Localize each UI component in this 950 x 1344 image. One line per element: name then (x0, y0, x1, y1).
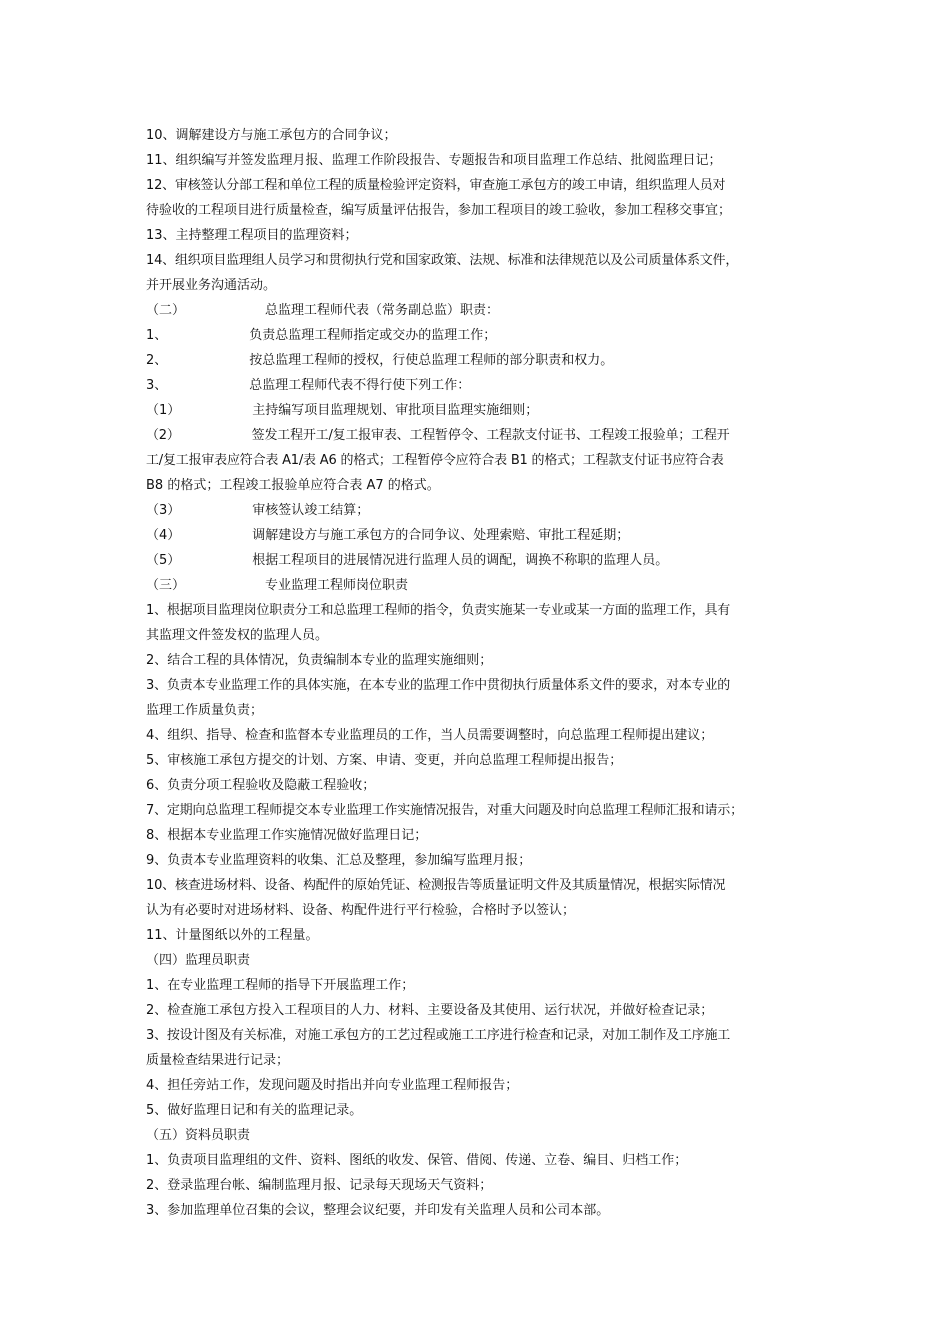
sub-item (146, 548, 818, 573)
paragraph-line: 7、定期向总监理工程师提交本专业监理工作实施情况报告，对重大问题及时向总监理工程师汇报和请示； (146, 803, 743, 818)
paragraph-line: 并开展业务沟通活动。 (146, 278, 277, 293)
paragraph-line: 其监理文件签发权的监理人员。 (146, 628, 329, 643)
heading-number: （三） (146, 578, 186, 593)
paragraph-line: 2、结合工程的具体情况，负责编制本专业的监理实施细则； (146, 653, 493, 668)
paragraph-line: 质量检查结果进行记录； (146, 1053, 290, 1068)
paragraph-line: 5、审核施工承包方提交的计划、方案、申请、变更，并向总监理工程师提出报告； (146, 753, 623, 768)
section-heading-4: （四）监理员职责 (146, 953, 251, 968)
sub-item-number: （1） (146, 403, 181, 418)
paragraph-line: B8 的格式；工程竣工报验单应符合表 A7 的格式。 (146, 478, 440, 493)
paragraph-line: 1、根据项目监理岗位职责分工和总监理工程师的指令，负责实施某一专业或某一方面的监理工作，具有 (146, 603, 731, 618)
paragraph-line: 10、核查进场材料、设备、构配件的原始凭证、检测报告等质量证明文件及其质量情况，根据实际情况 (146, 878, 726, 893)
paragraph-line: 12、审核签认分部工程和单位工程的质量检验评定资料，审查施工承包方的竣工申请，组织监理人员对 (146, 178, 726, 193)
sub-item (146, 523, 818, 548)
sub-item-text: 签发工程开工/复工报审表、工程暂停令、工程款支付证书、工程竣工报验单；工程开 (251, 428, 730, 443)
paragraph-line: 13、主持整理工程项目的监理资料； (146, 228, 358, 243)
paragraph-line: 认为有必要时对进场材料、设备、构配件进行平行检验，合格时予以签认； (146, 903, 576, 918)
section-heading-2 (146, 298, 818, 323)
paragraph-line: 4、担任旁站工作，发现问题及时指出并向专业监理工程师报告； (146, 1078, 519, 1093)
sub-item-number: （2） (146, 428, 180, 443)
sub-item-text: 根据工程项目的进展情况进行监理人员的调配，调换不称职的监理人员。 (252, 553, 669, 568)
paragraph-line: 5、做好监理日记和有关的监理记录。 (146, 1103, 363, 1118)
list-item (146, 348, 818, 373)
item-text: 负责总监理工程师指定或交办的监理工作； (249, 328, 497, 343)
sub-item (146, 423, 818, 448)
paragraph-line: 3、参加监理单位召集的会议，整理会议纪要，并印发有关监理人员和公司本部。 (146, 1203, 610, 1218)
sub-item (146, 398, 818, 423)
paragraph-line: 3、按设计图及有关标准，对施工承包方的工艺过程或施工工序进行检查和记录，对加工制作及工序施工 (146, 1028, 731, 1043)
paragraph-line: 监理工作质量负责； (146, 703, 264, 718)
item-text: 按总监理工程师的授权，行使总监理工程师的部分职责和权力。 (249, 353, 614, 368)
heading-number: （二） (146, 303, 186, 318)
paragraph-line: 10、调解建设方与施工承包方的合同争议； (146, 128, 397, 143)
item-number: 2、 (146, 353, 168, 368)
sub-item-text: 审核签认竣工结算； (252, 503, 370, 518)
list-item (146, 373, 818, 398)
paragraph-line: 1、负责项目监理组的文件、资料、图纸的收发、保管、借阅、传递、立卷、编目、归档工作； (146, 1153, 688, 1168)
paragraph-line: 14、组织项目监理组人员学习和贯彻执行党和国家政策、法规、标准和法律规范以及公司质量体系文件， (146, 253, 739, 268)
sub-item-text: 主持编写项目监理规划、审批项目监理实施细则； (252, 403, 539, 418)
item-number: 1、 (146, 328, 168, 343)
paragraph-line: 4、组织、指导、检查和监督本专业监理员的工作，当人员需要调整时，向总监理工程师提出建议； (146, 728, 714, 743)
sub-item-number: （5） (146, 553, 181, 568)
item-text: 总监理工程师代表不得行使下列工作： (249, 378, 471, 393)
paragraph-line: 6、负责分项工程验收及隐蔽工程验收； (146, 778, 376, 793)
paragraph-line: 3、负责本专业监理工作的具体实施，在本专业的监理工作中贯彻执行质量体系文件的要求，对本专业的 (146, 678, 731, 693)
heading-text: 总监理工程师代表（常务副总监）职责： (265, 303, 500, 318)
heading-text: 专业监理工程师岗位职责 (265, 578, 409, 593)
section-heading-3 (146, 573, 818, 598)
paragraph-line: 2、检查施工承包方投入工程项目的人力、材料、主要设备及其使用、运行状况，并做好检查记录； (146, 1003, 714, 1018)
sub-item (146, 498, 818, 523)
paragraph-line: 2、登录监理台帐、编制监理月报、记录每天现场天气资料； (146, 1178, 493, 1193)
section-heading-5: （五）资料员职责 (146, 1128, 251, 1143)
paragraph-line: 工/复工报审表应符合表 A1/表 A6 的格式；工程暂停令应符合表 B1 的格式；工程款支付证书应符合表 (146, 453, 724, 468)
list-item (146, 323, 818, 348)
sub-item-number: （4） (146, 528, 181, 543)
paragraph-line: 1、在专业监理工程师的指导下开展监理工作； (146, 978, 415, 993)
sub-item-text: 调解建设方与施工承包方的合同争议、处理索赔、审批工程延期； (252, 528, 630, 543)
item-number: 3、 (146, 378, 168, 393)
sub-item-number: （3） (146, 503, 181, 518)
paragraph-line: 8、根据本专业监理工作实施情况做好监理日记； (146, 828, 428, 843)
paragraph-line: 待验收的工程项目进行质量检查，编写质量评估报告，参加工程项目的竣工验收，参加工程移交事宜； (146, 203, 732, 218)
paragraph-line: 9、负责本专业监理资料的收集、汇总及整理，参加编写监理月报； (146, 853, 532, 868)
paragraph-line: 11、组织编写并签发监理月报、监理工作阶段报告、专题报告和项目监理工作总结、批阅监理日记； (146, 153, 722, 168)
paragraph-line: 11、计量图纸以外的工程量。 (146, 928, 319, 943)
document-page (146, 123, 818, 1223)
